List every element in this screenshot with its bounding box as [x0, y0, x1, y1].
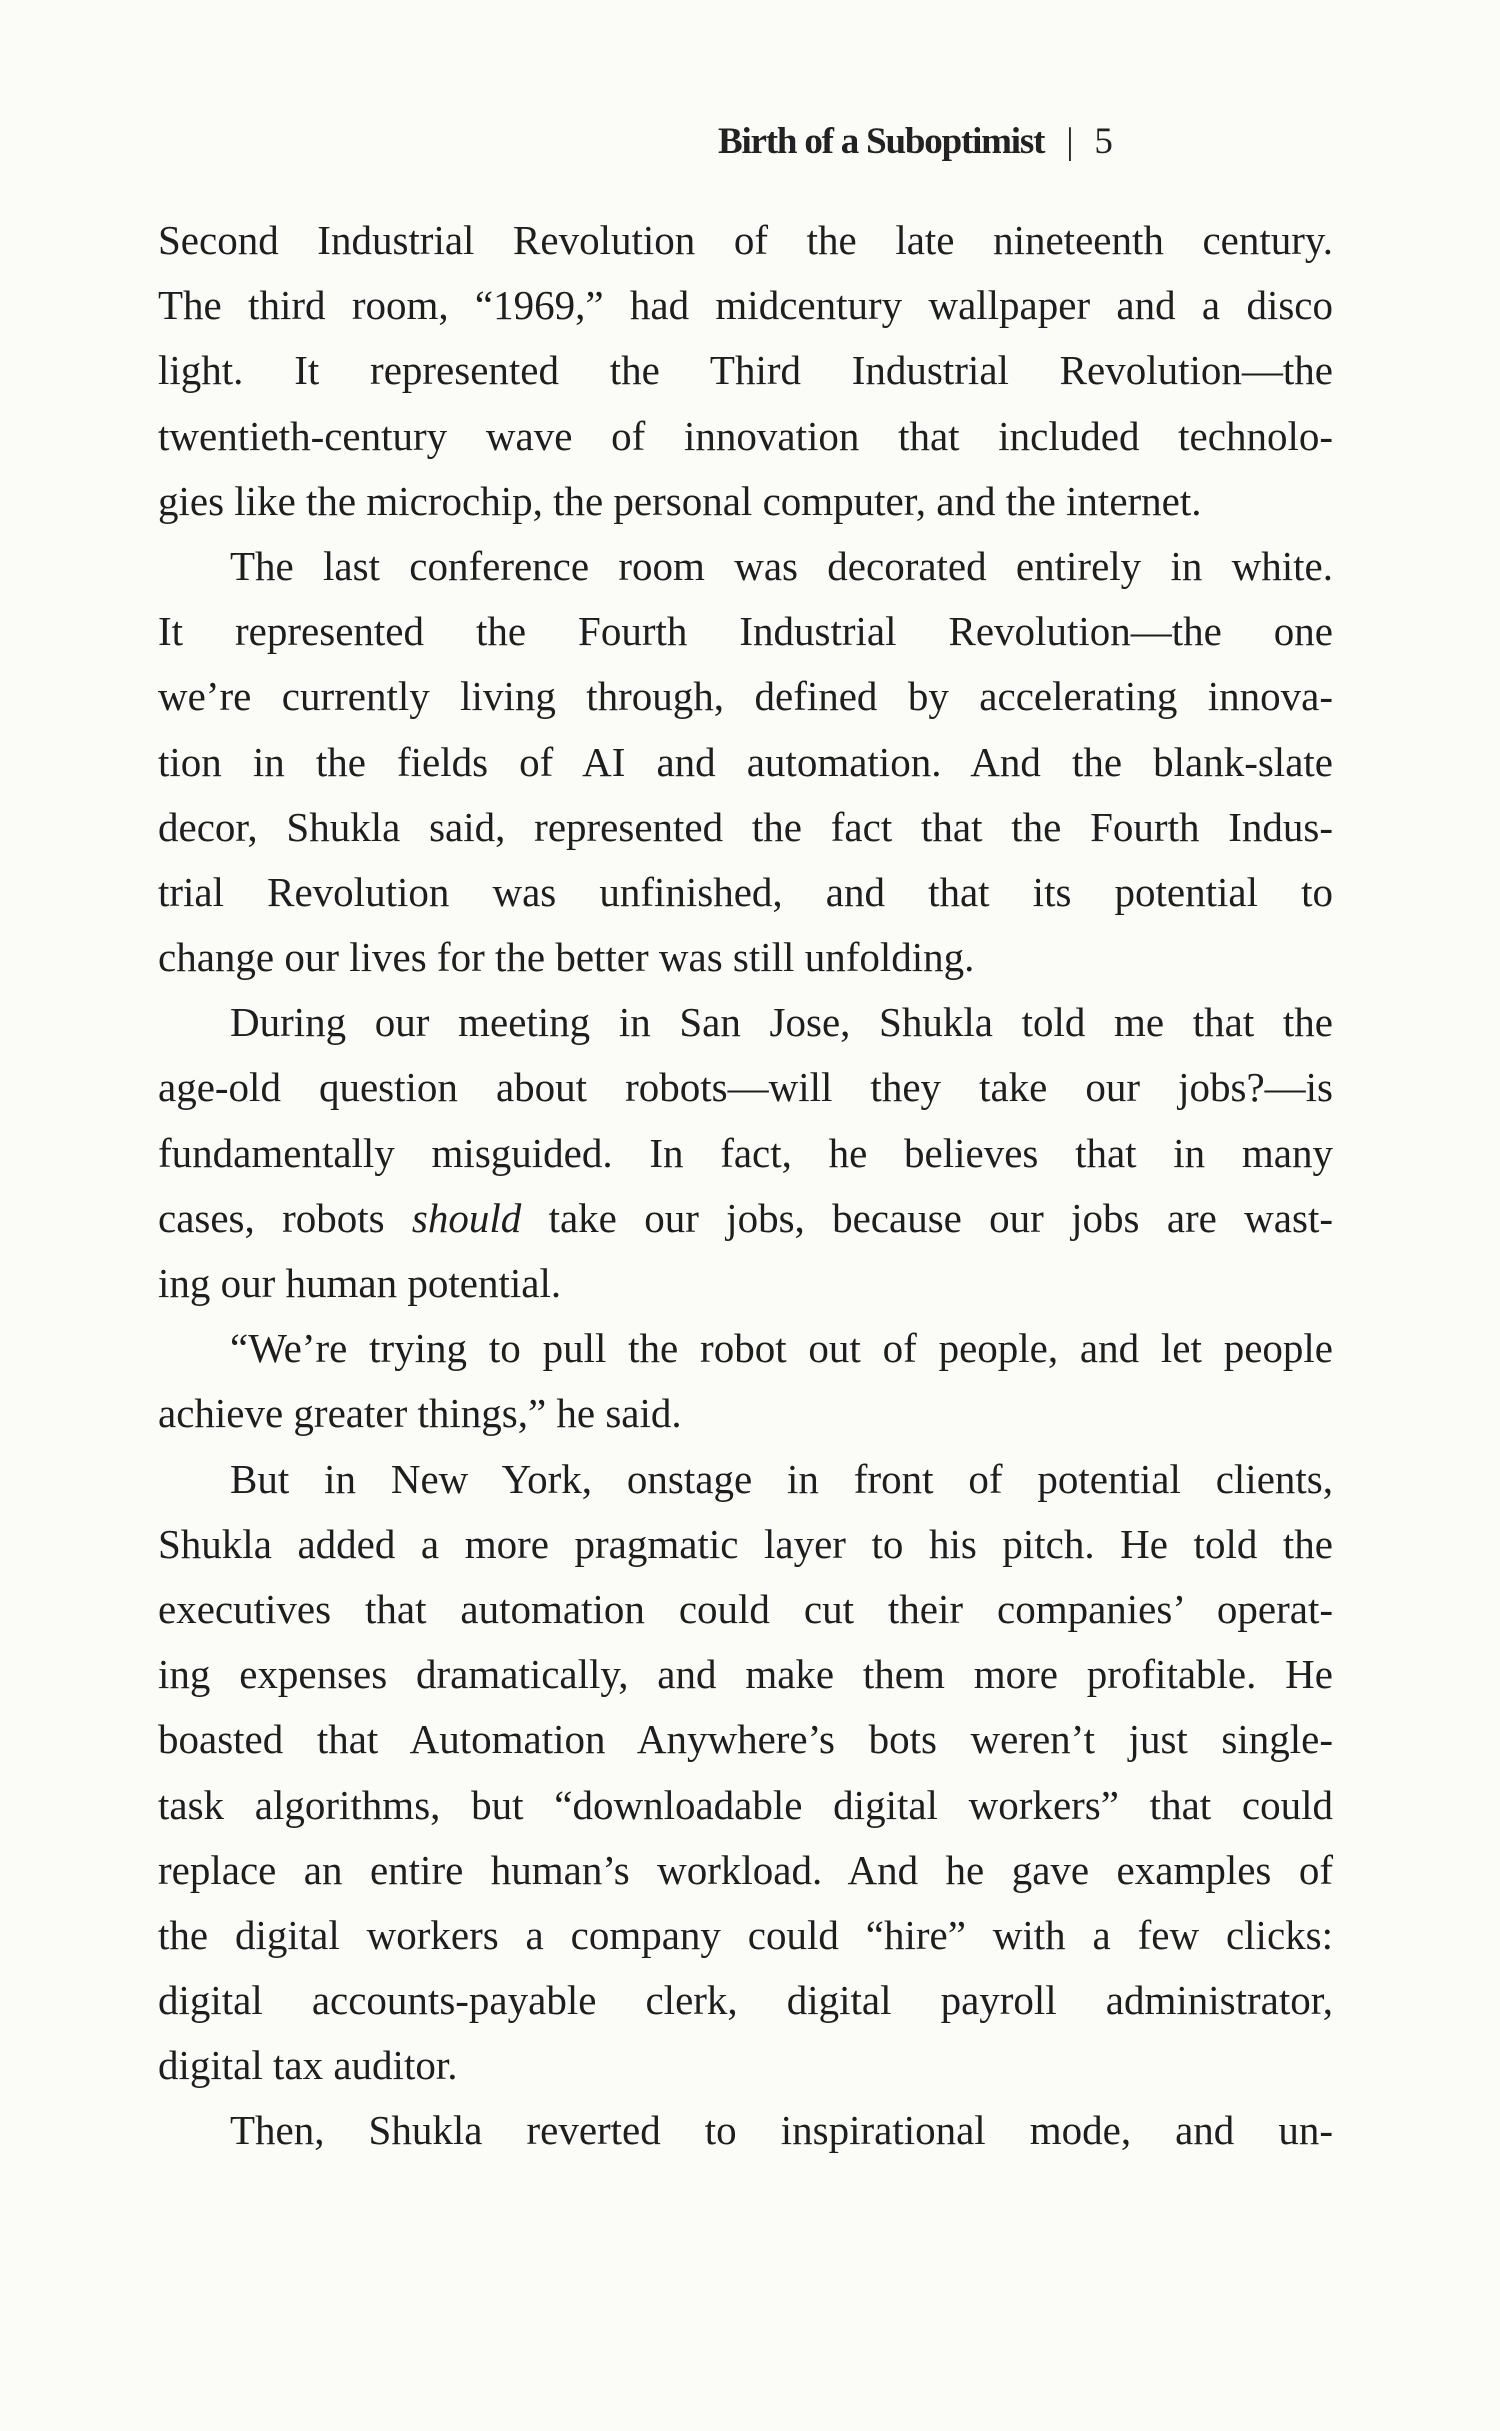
text-segment: It represented the Fourth Industrial Revolution—the one	[158, 608, 1333, 655]
paragraph	[158, 2098, 1333, 2163]
text-line	[158, 1055, 1333, 1120]
text-segment: take our jobs, because our jobs are wast-	[521, 1194, 1333, 1241]
text-segment: cases, robots	[158, 1194, 412, 1241]
text-segment: the digital workers a company could “hire” with a few clicks:	[158, 1911, 1333, 1958]
text-segment: fundamentally misguided. In fact, he believes that in many	[158, 1129, 1333, 1176]
header-separator: |	[1066, 121, 1073, 162]
text-segment: During our meeting in San Jose, Shukla told me that the	[230, 999, 1333, 1046]
text-line	[158, 664, 1333, 729]
text-segment: gies like the microchip, the personal computer, and the internet.	[158, 477, 1202, 524]
text-segment: “We’re trying to pull the robot out of people, and let people	[230, 1325, 1333, 1372]
text-line	[158, 1121, 1333, 1186]
text-line	[158, 730, 1333, 795]
text-segment: The third room, “1969,” had midcentury wallpaper and a disco	[158, 282, 1333, 329]
text-segment: achieve greater things,” he said.	[158, 1390, 682, 1437]
text-segment: change our lives for the better was still unfolding.	[158, 934, 975, 981]
text-segment: task algorithms, but “downloadable digital workers” that could	[158, 1781, 1333, 1828]
text-segment: boasted that Automation Anywhere’s bots weren’t just single-	[158, 1716, 1333, 1763]
chapter-title: Birth of a Suboptimist	[718, 121, 1045, 162]
text-segment: we’re currently living through, defined by accelerating innova-	[158, 673, 1333, 720]
text-segment: Shukla added a more pragmatic layer to his pitch. He told the	[158, 1520, 1333, 1567]
paragraph	[158, 534, 1333, 990]
text-segment: Second Industrial Revolution of the late nineteenth century.	[158, 217, 1333, 263]
text-line	[158, 534, 1333, 599]
text-segment: twentieth-century wave of innovation that included technolo-	[158, 412, 1333, 459]
text-segment: trial Revolution was unfinished, and that its potential to	[158, 868, 1333, 915]
text-line	[158, 208, 1333, 273]
text-line	[158, 1642, 1333, 1707]
text-line	[158, 795, 1333, 860]
text-line	[158, 338, 1333, 403]
text-line	[158, 404, 1333, 469]
text-segment: decor, Shukla said, represented the fact that the Fourth Indus-	[158, 803, 1333, 850]
text-segment: But in New York, onstage in front of potential clients,	[230, 1455, 1333, 1502]
text-line	[158, 990, 1333, 1055]
page-number: 5	[1094, 121, 1112, 162]
running-header	[718, 120, 1112, 163]
text-line	[158, 1838, 1333, 1903]
text-segment: light. It represented the Third Industrial Revolution—the	[158, 347, 1333, 394]
text-segment: The last conference room was decorated entirely in white.	[230, 542, 1333, 589]
text-line	[158, 1447, 1333, 1512]
text-line	[158, 2033, 1333, 2098]
text-line	[158, 1381, 1333, 1446]
paragraph	[158, 208, 1333, 534]
text-segment: replace an entire human’s workload. And he gave examples of	[158, 1846, 1333, 1893]
text-line	[158, 469, 1333, 534]
text-line	[158, 1968, 1333, 2033]
text-line	[158, 273, 1333, 338]
text-segment: tion in the fields of AI and automation. And the blank-slate	[158, 738, 1333, 785]
text-line	[158, 1186, 1333, 1251]
text-line	[158, 1512, 1333, 1577]
text-line	[158, 1577, 1333, 1642]
text-line	[158, 1903, 1333, 1968]
text-line	[158, 1316, 1333, 1381]
text-segment: age-old question about robots—will they take our jobs?—is	[158, 1064, 1333, 1111]
paragraph	[158, 990, 1333, 1316]
text-line	[158, 1251, 1333, 1316]
text-line	[158, 1773, 1333, 1838]
text-segment: Then, Shukla reverted to inspirational mode, and un-	[230, 2107, 1333, 2154]
text-segment: ing our human potential.	[158, 1260, 562, 1306]
text-line	[158, 925, 1333, 990]
body-text	[158, 208, 1333, 2164]
text-segment: ing expenses dramatically, and make them more profitable. He	[158, 1651, 1333, 1698]
text-line	[158, 860, 1333, 925]
text-line	[158, 1707, 1333, 1772]
text-line	[158, 599, 1333, 664]
text-segment: digital accounts-payable clerk, digital payroll administrator,	[158, 1977, 1333, 2024]
paragraph	[158, 1447, 1333, 2099]
paragraph	[158, 1316, 1333, 1446]
text-line	[158, 2098, 1333, 2163]
text-segment: digital tax auditor.	[158, 2042, 458, 2089]
italic-text: should	[411, 1194, 522, 1241]
text-segment: executives that automation could cut their companies’ operat-	[158, 1585, 1333, 1632]
